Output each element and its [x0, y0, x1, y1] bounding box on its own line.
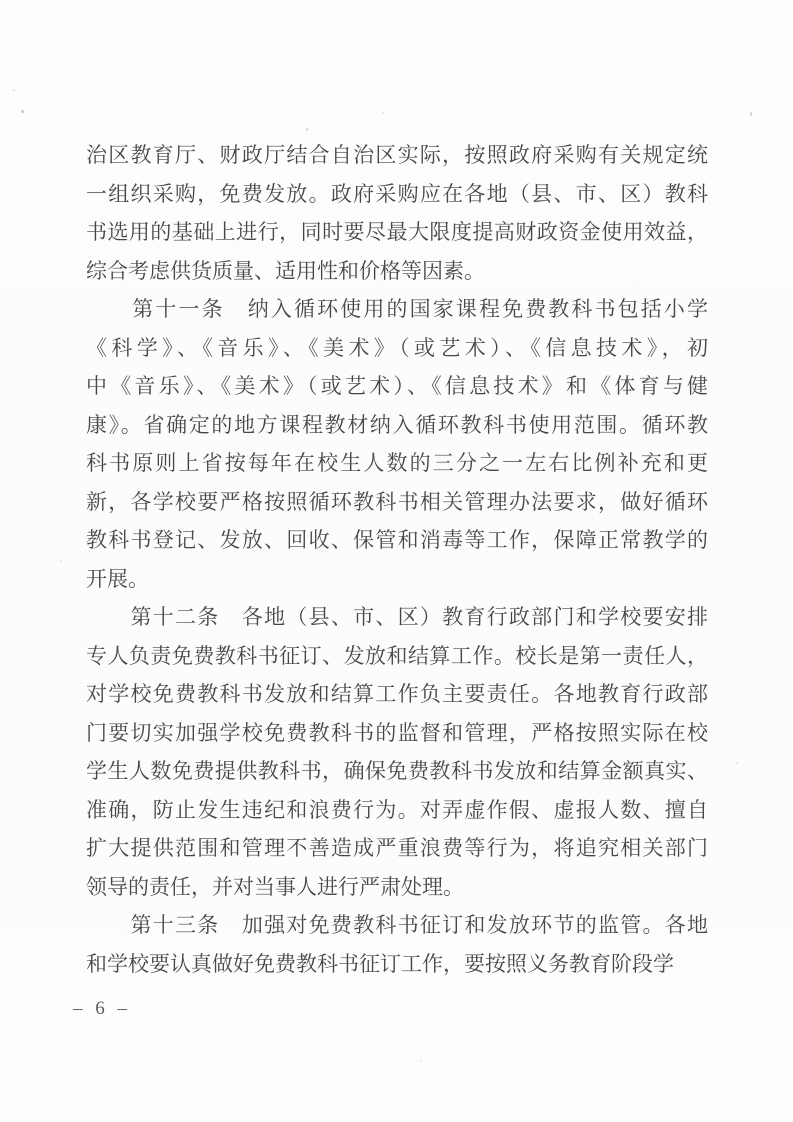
text-line: 治区教育厅、财政厅结合自治区实际，按照政府采购有关规定统	[86, 143, 708, 167]
scan-speck	[13, 89, 15, 91]
text-line: 教科书登记、发放、回收、保管和消毒等工作，保障正常教学的	[86, 528, 708, 552]
text-line: 一组织采购，免费发放。政府采购应在各地（县、市、区）教科	[86, 181, 708, 206]
text-line: 中《音乐》、《美术》（或艺术）、《信息技术》和《体育与健	[86, 374, 708, 398]
scan-speck	[750, 112, 752, 116]
text-line: 第十三条 加强对免费教科书征订和发放环节的监管。各地	[86, 913, 708, 937]
text-line: 准确，防止发生违纪和浪费行为。对弄虚作假、虚报人数、擅自	[86, 797, 708, 822]
text-line: 新，各学校要严格按照循环教科书相关管理办法要求，做好循环	[86, 489, 708, 514]
text-line: 第十一条 纳入循环使用的国家课程免费教科书包括小学	[86, 297, 708, 321]
page-number: – 6 –	[73, 998, 131, 1019]
text-line: 门要切实加强学校免费教科书的监督和管理，严格按照实际在校	[86, 720, 708, 745]
text-line: 综合考虑供货质量、适用性和价格等因素。	[86, 258, 485, 283]
scan-speck	[736, 762, 738, 764]
text-line: 第十二条 各地（县、市、区）教育行政部门和学校要安排	[86, 605, 708, 629]
scan-speck	[382, 112, 384, 114]
scan-speck	[306, 128, 308, 131]
document-body	[86, 136, 708, 983]
scan-speck	[60, 560, 62, 562]
scan-speck	[21, 110, 24, 113]
text-line: 扩大提供范围和管理不善造成严重浪费等行为，将追究相关部门	[86, 836, 708, 860]
scan-speck	[420, 1060, 422, 1062]
text-line: 学生人数免费提供教科书，确保免费教科书发放和结算金额真实、	[86, 759, 708, 783]
text-line: 和学校要认真做好免费教科书征订工作，要按照义务教育阶段学	[86, 951, 674, 976]
text-line: 《科学》、《音乐》、《美术》（或艺术）、《信息技术》，初	[86, 335, 708, 360]
text-line: 对学校免费教科书发放和结算工作负主要责任。各地教育行政部	[86, 682, 708, 706]
text-line: 科书原则上省按每年在校生人数的三分之一左右比例补充和更	[86, 451, 708, 475]
text-line: 专人负责免费教科书征订、发放和结算工作。校长是第一责任人，	[86, 643, 708, 668]
text-line: 开展。	[86, 566, 149, 591]
text-line: 书选用的基础上进行，同时要尽最大限度提高财政资金使用效益，	[86, 220, 708, 244]
text-line: 康》。省确定的地方课程教材纳入循环教科书使用范围。循环教	[86, 412, 708, 437]
text-line: 领导的责任，并对当事人进行严肃处理。	[86, 874, 464, 899]
